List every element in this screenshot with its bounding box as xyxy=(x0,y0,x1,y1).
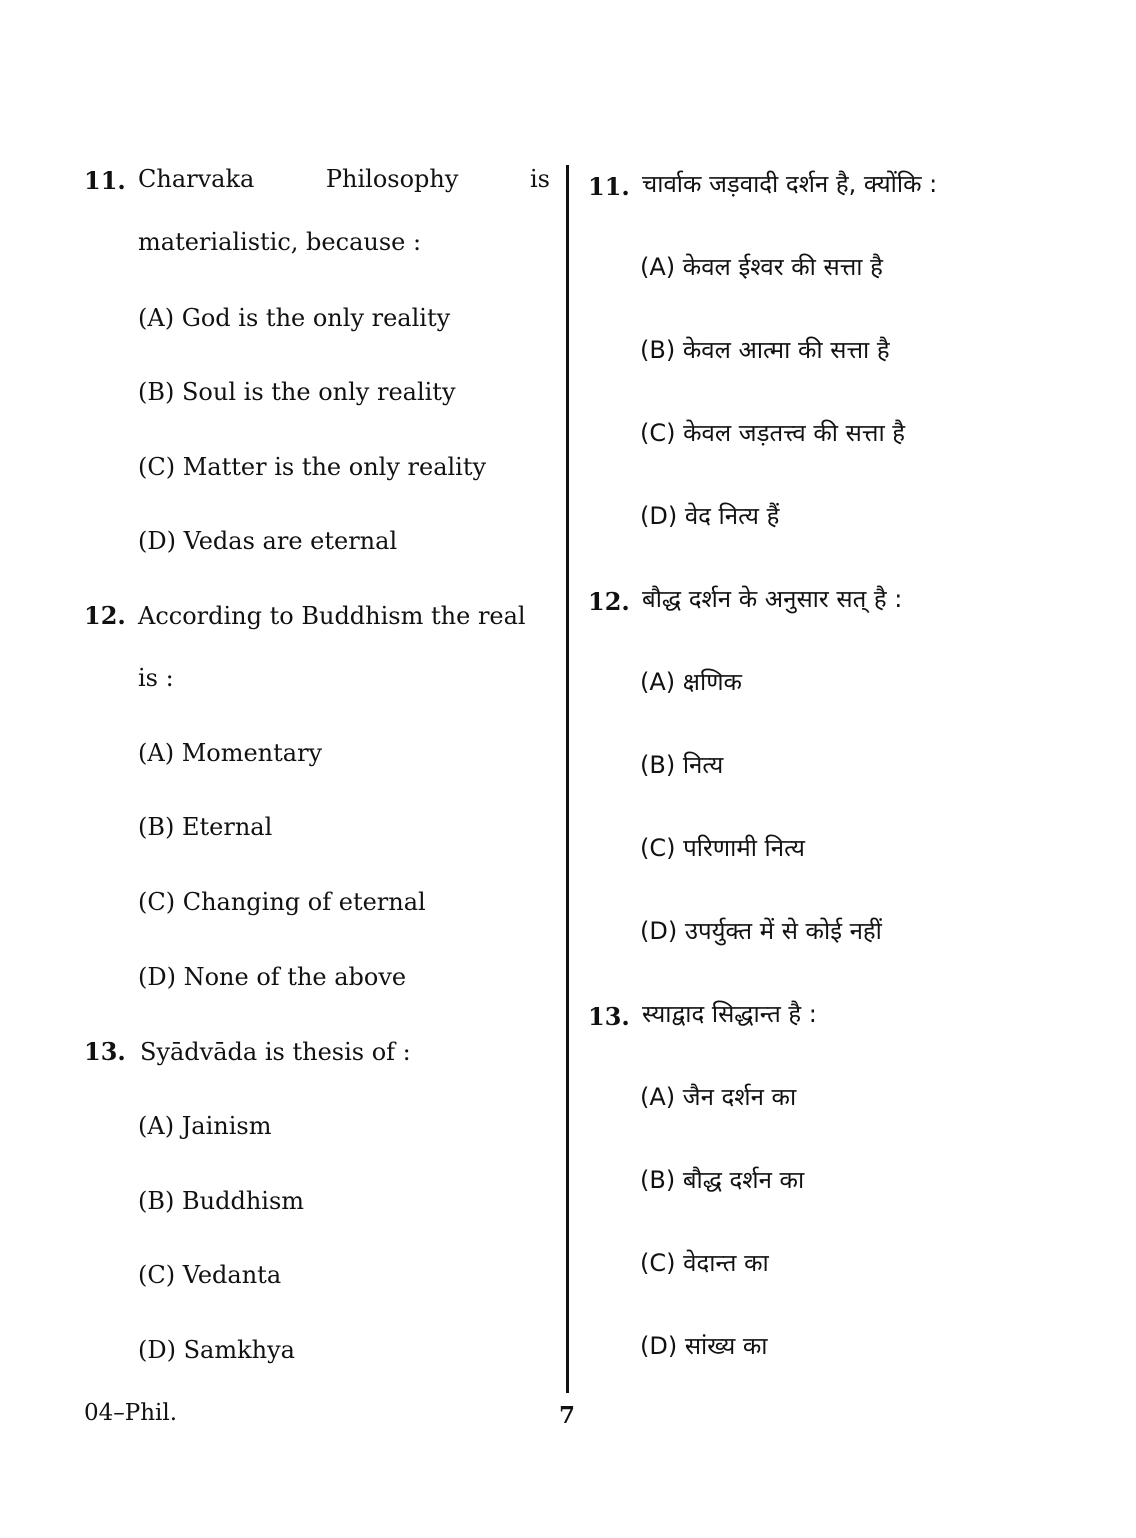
question-number: 13. xyxy=(588,1002,630,1031)
option-a: (A) क्षणिक xyxy=(640,668,742,696)
stem-word: Philosophy xyxy=(325,165,459,193)
option-d: (D) Samkhya xyxy=(138,1336,295,1364)
question-stem-line: स्याद्वाद सिद्धान्त है : xyxy=(642,1000,817,1028)
option-b: (B) Eternal xyxy=(138,813,273,841)
question-stem-line: बौद्ध दर्शन के अनुसार सत् है : xyxy=(642,585,903,613)
paper-code: 04–Phil. xyxy=(84,1400,178,1426)
page-number: 7 xyxy=(559,1402,576,1429)
column-divider xyxy=(566,165,569,1393)
question-stem xyxy=(138,167,550,197)
option-b: (B) नित्य xyxy=(640,751,724,779)
option-c: (C) Changing of eternal xyxy=(138,888,426,916)
stem-word: Charvaka xyxy=(138,165,255,193)
question-stem-line: Syādvāda is thesis of : xyxy=(140,1038,411,1066)
option-a: (A) Jainism xyxy=(138,1112,272,1140)
question-stem-line: is : xyxy=(138,664,174,692)
option-d: (D) वेद नित्य हैं xyxy=(640,502,780,530)
question-number: 11. xyxy=(84,166,126,195)
option-a: (A) केवल ईश्वर की सत्ता है xyxy=(640,253,883,281)
option-a: (A) Momentary xyxy=(138,739,323,767)
option-d: (D) सांख्य का xyxy=(640,1332,768,1360)
option-b: (B) Buddhism xyxy=(138,1187,305,1215)
question-number: 11. xyxy=(588,172,630,201)
option-a: (A) जैन दर्शन का xyxy=(640,1083,797,1111)
question-stem-line: चार्वाक जड़वादी दर्शन है, क्योंकि : xyxy=(642,170,938,198)
option-c: (C) वेदान्त का xyxy=(640,1249,769,1277)
question-stem-line: According to Buddhism the real xyxy=(138,602,526,630)
option-c: (C) Matter is the only reality xyxy=(138,453,487,481)
option-d: (D) उपर्युक्त में से कोई नहीं xyxy=(640,917,882,945)
option-b: (B) Soul is the only reality xyxy=(138,378,456,406)
option-c: (C) केवल जड़तत्त्व की सत्ता है xyxy=(640,419,906,447)
option-d: (D) None of the above xyxy=(138,963,407,991)
option-b: (B) केवल आत्मा की सत्ता है xyxy=(640,336,890,364)
option-d: (D) Vedas are eternal xyxy=(138,527,398,555)
option-b: (B) बौद्ध दर्शन का xyxy=(640,1166,805,1194)
option-c: (C) परिणामी नित्य xyxy=(640,834,805,862)
question-stem-line: materialistic, because : xyxy=(138,228,422,256)
option-a: (A) God is the only reality xyxy=(138,304,451,332)
stem-word: is xyxy=(529,165,550,193)
question-number: 13. xyxy=(84,1037,126,1066)
question-number: 12. xyxy=(588,587,630,616)
question-number: 12. xyxy=(84,601,126,630)
option-c: (C) Vedanta xyxy=(138,1261,282,1289)
